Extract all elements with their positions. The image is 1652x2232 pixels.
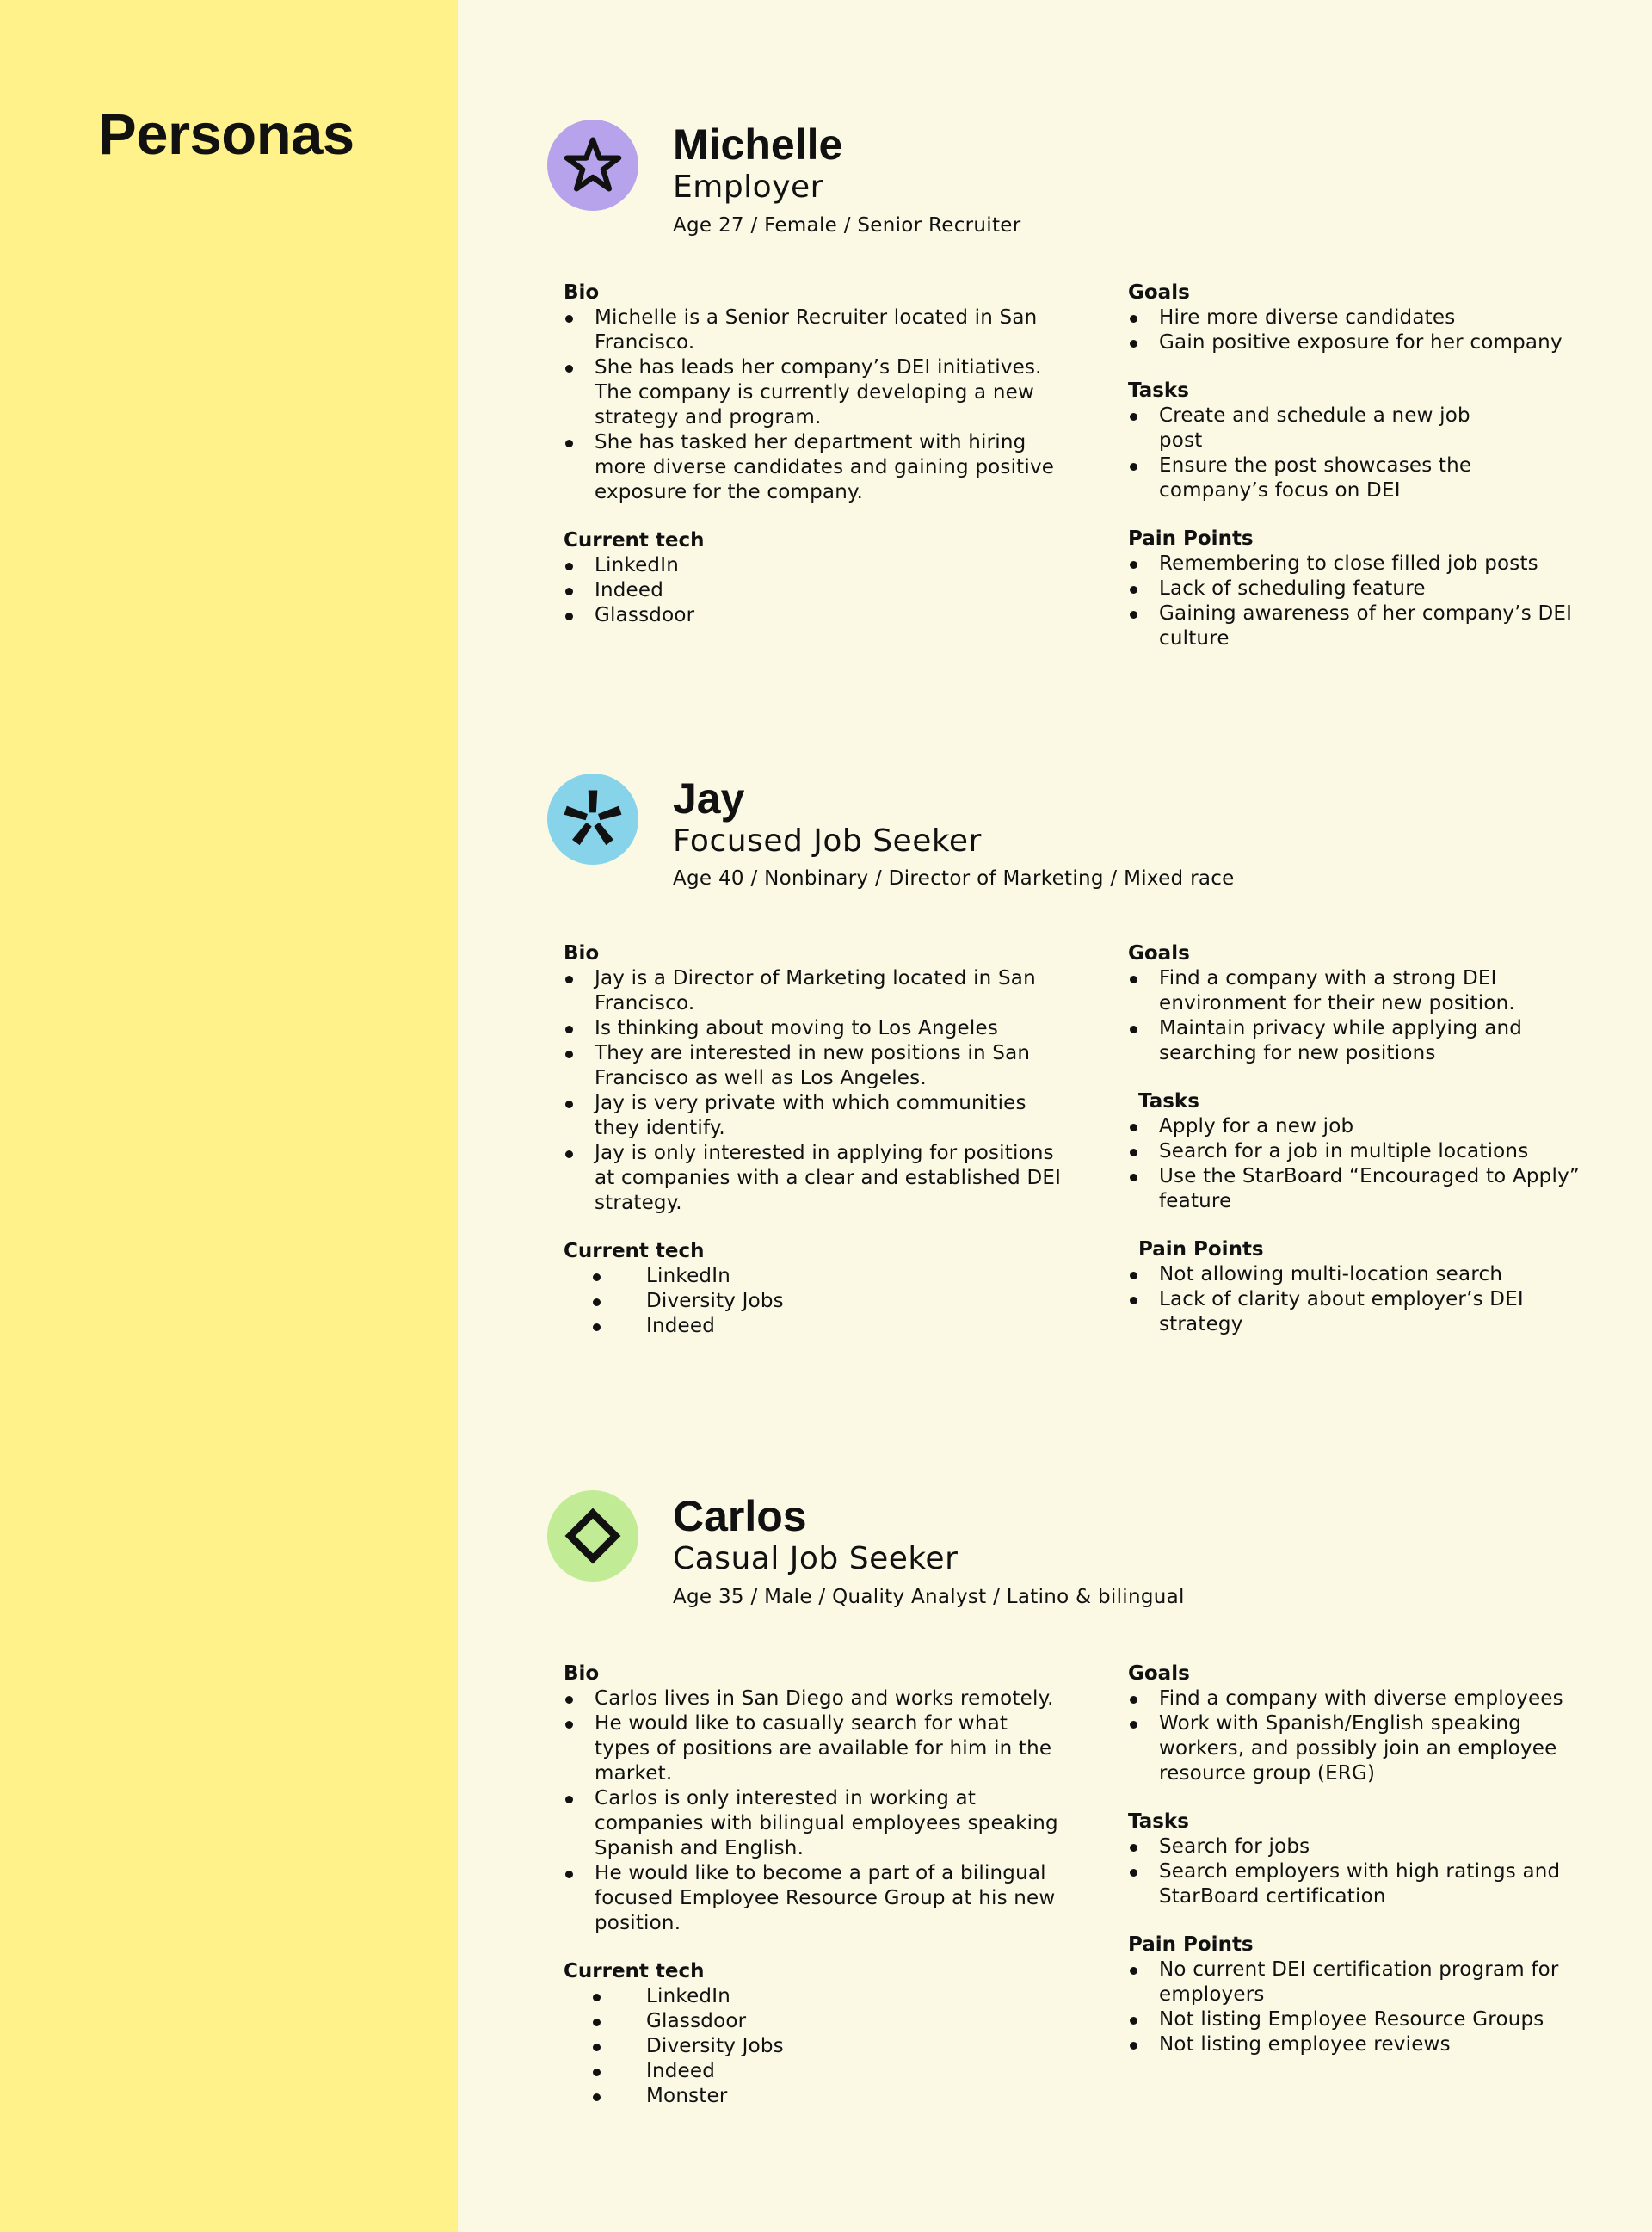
list-item: Maintain privacy while applying and searching for new positions: [1128, 1016, 1550, 1066]
tasks-list: [1128, 1834, 1584, 1909]
tasks-list: [1128, 1114, 1610, 1214]
list-item: Jay is a Director of Marketing located in San Francisco.: [564, 966, 1063, 1016]
list-item: Not allowing multi-location search: [1128, 1262, 1575, 1287]
list-item: LinkedIn: [564, 1984, 1080, 2009]
goals-heading: Goals: [1128, 281, 1190, 304]
list-item: Michelle is a Senior Recruiter located in San Francisco.: [564, 305, 1063, 355]
bio-heading: Bio: [564, 942, 600, 965]
goals-heading: Goals: [1128, 942, 1190, 965]
list-item: He would like to casually search for what types of positions are available for him in the market.: [564, 1711, 1063, 1786]
list-item: LinkedIn: [564, 1264, 1080, 1289]
list-item: Hire more diverse candidates: [1128, 305, 1610, 330]
persona-meta: Age 40 / Nonbinary / Director of Marketing / Mixed race: [673, 867, 1235, 890]
list-item: Ensure the post showcases the company’s focus on DEI: [1128, 453, 1489, 503]
pain-points-heading: Pain Points: [1128, 1933, 1254, 1956]
persona-left-column: [564, 941, 1080, 1339]
list-item: Carlos is only interested in working at companies with bilingual employees speaking Spanish and English.: [564, 1786, 1063, 1861]
persona-role: Casual Job Seeker: [673, 1541, 959, 1576]
bio-heading: Bio: [564, 1662, 600, 1685]
current-tech-heading: Current tech: [564, 529, 705, 552]
sidebar: [0, 0, 458, 2232]
tasks-list: [1128, 404, 1489, 503]
current-tech-heading: Current tech: [564, 1960, 705, 1982]
current-tech-heading: Current tech: [564, 1240, 705, 1262]
tasks-heading: Tasks: [1128, 1810, 1189, 1833]
bio-list: [564, 966, 1063, 1216]
list-item: Search employers with high ratings and StarBoard certification: [1128, 1859, 1584, 1909]
persona-left-column: [564, 1662, 1080, 2109]
bio-heading: Bio: [564, 281, 600, 304]
list-item: Diversity Jobs: [564, 2034, 1080, 2059]
list-item: Find a company with a strong DEI environment for their new position.: [1128, 966, 1550, 1016]
current-tech-list: [564, 1264, 1080, 1339]
list-item: Diversity Jobs: [564, 1289, 1080, 1314]
persona-avatar: [547, 120, 638, 211]
persona-role: Employer: [673, 170, 823, 205]
list-item: Use the StarBoard “Encouraged to Apply” feature: [1128, 1164, 1610, 1214]
goals-list: [1128, 305, 1610, 355]
list-item: Indeed: [564, 2059, 1080, 2084]
goals-list: [1128, 1686, 1584, 1786]
list-item: He would like to become a part of a bilingual focused Employee Resource Group at his new position.: [564, 1861, 1063, 1936]
page-title: Personas: [98, 102, 354, 167]
persona-role: Focused Job Seeker: [673, 823, 982, 859]
persona-avatar: [547, 774, 638, 865]
goals-list: [1128, 966, 1550, 1066]
pain-points-list: [1128, 1958, 1584, 2057]
list-item: Monster: [564, 2084, 1080, 2109]
list-item: Jay is very private with which communities they identify.: [564, 1091, 1063, 1141]
persona-name: Carlos: [673, 1492, 807, 1540]
list-item: Create and schedule a new job post: [1128, 404, 1489, 453]
tasks-heading: Tasks: [1138, 1090, 1199, 1113]
list-item: Indeed: [564, 1314, 1080, 1339]
asterisk-icon: [560, 786, 626, 852]
list-item: Is thinking about moving to Los Angeles: [564, 1016, 1063, 1041]
list-item: Glassdoor: [564, 603, 1080, 628]
bio-list: [564, 1686, 1063, 1936]
list-item: She has leads her company’s DEI initiatives. The company is currently developing a new strategy and program.: [564, 355, 1063, 430]
list-item: Search for jobs: [1128, 1834, 1584, 1859]
diamond-icon: [564, 1508, 621, 1564]
star-icon: [563, 135, 623, 195]
list-item: Find a company with diverse employees: [1128, 1686, 1584, 1711]
current-tech-list: [564, 1984, 1080, 2109]
list-item: They are interested in new positions in San Francisco as well as Los Angeles.: [564, 1041, 1063, 1091]
pain-points-heading: Pain Points: [1128, 527, 1254, 550]
bio-list: [564, 305, 1063, 505]
persona-right-column: [1128, 281, 1610, 651]
list-item: Carlos lives in San Diego and works remotely.: [564, 1686, 1063, 1711]
persona-name: Jay: [673, 774, 745, 823]
list-item: No current DEI certification program for employers: [1128, 1958, 1584, 2007]
list-item: Not listing Employee Resource Groups: [1128, 2007, 1584, 2032]
current-tech-list: [564, 553, 1080, 628]
persona-left-column: [564, 281, 1080, 628]
list-item: LinkedIn: [564, 553, 1080, 578]
persona-meta: Age 35 / Male / Quality Analyst / Latino & bilingual: [673, 1586, 1185, 1608]
list-item: Search for a job in multiple locations: [1128, 1139, 1610, 1164]
tasks-heading: Tasks: [1128, 379, 1189, 402]
persona-right-column: [1128, 1662, 1610, 2057]
persona-right-column: [1128, 941, 1610, 1337]
pain-points-list: [1128, 552, 1593, 651]
list-item: Not listing employee reviews: [1128, 2032, 1584, 2057]
list-item: Glassdoor: [564, 2009, 1080, 2034]
goals-heading: Goals: [1128, 1662, 1190, 1685]
list-item: Lack of clarity about employer’s DEI strategy: [1128, 1287, 1575, 1337]
persona-avatar: [547, 1490, 638, 1582]
pain-points-heading: Pain Points: [1138, 1238, 1264, 1261]
list-item: Work with Spanish/English speaking workers, and possibly join an employee resource group (ERG): [1128, 1711, 1584, 1786]
list-item: She has tasked her department with hiring more diverse candidates and gaining positive exposure for the company.: [564, 430, 1063, 505]
list-item: Apply for a new job: [1128, 1114, 1610, 1139]
persona-meta: Age 27 / Female / Senior Recruiter: [673, 214, 1021, 237]
list-item: Remembering to close filled job posts: [1128, 552, 1593, 576]
list-item: Lack of scheduling feature: [1128, 576, 1593, 601]
list-item: Gain positive exposure for her company: [1128, 330, 1610, 355]
list-item: Jay is only interested in applying for positions at companies with a clear and established DEI strategy.: [564, 1141, 1063, 1216]
pain-points-list: [1128, 1262, 1575, 1337]
list-item: Indeed: [564, 578, 1080, 603]
persona-name: Michelle: [673, 120, 843, 169]
list-item: Gaining awareness of her company’s DEI culture: [1128, 601, 1593, 651]
